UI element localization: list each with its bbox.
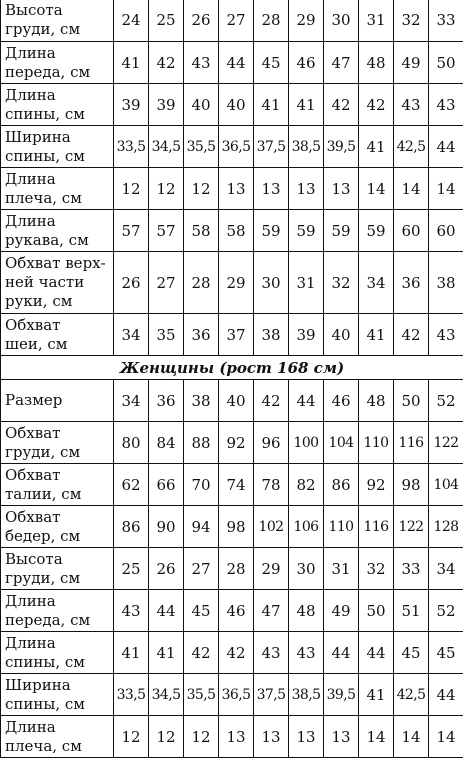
table-cell: 44 — [429, 126, 463, 168]
table-cell: 34 — [114, 380, 149, 422]
table-cell: 92 — [219, 422, 254, 464]
table-cell: 42,5 — [394, 126, 429, 168]
table-cell: 47 — [254, 590, 289, 632]
table-cell: 37,5 — [254, 126, 289, 168]
table-row — [1, 506, 463, 548]
table-cell: 45 — [184, 590, 219, 632]
table-cell: 34,5 — [149, 674, 184, 716]
table-cell: 28 — [254, 0, 289, 42]
table-cell: 40 — [219, 84, 254, 126]
table-cell: 32 — [394, 0, 429, 42]
row-label: Размер — [1, 380, 114, 422]
table-cell: 14 — [394, 716, 429, 758]
table-cell: 30 — [324, 0, 359, 42]
table-cell: 45 — [254, 42, 289, 84]
table-cell: 44 — [359, 632, 394, 674]
table-cell: 31 — [359, 0, 394, 42]
table-cell: 92 — [359, 464, 394, 506]
table-cell: 86 — [114, 506, 149, 548]
table-row — [1, 632, 463, 674]
table-cell: 37 — [219, 314, 254, 356]
table-cell: 38 — [254, 314, 289, 356]
table-cell: 33,5 — [114, 126, 149, 168]
table-cell: 39 — [149, 84, 184, 126]
table-cell: 49 — [394, 42, 429, 84]
table-cell: 38,5 — [289, 674, 324, 716]
table-row — [1, 548, 463, 590]
table-row — [1, 84, 463, 126]
table-cell: 41 — [114, 632, 149, 674]
table-cell: 13 — [324, 168, 359, 210]
table-cell: 34 — [359, 252, 394, 314]
table-row — [1, 590, 463, 632]
table-cell: 41 — [289, 84, 324, 126]
table-cell: 14 — [359, 716, 394, 758]
row-label: Длина плеча, см — [1, 716, 114, 758]
table-cell: 100 — [289, 422, 324, 464]
section-title: Женщины (рост 168 см) — [1, 356, 463, 380]
table-row — [1, 716, 463, 758]
table-cell: 41 — [359, 674, 394, 716]
table-cell: 98 — [219, 506, 254, 548]
table-cell: 41 — [254, 84, 289, 126]
row-label: Обхват бедер, см — [1, 506, 114, 548]
table-cell: 90 — [149, 506, 184, 548]
table-cell: 57 — [149, 210, 184, 252]
table-cell: 12 — [184, 716, 219, 758]
table-cell: 33,5 — [114, 674, 149, 716]
table-row — [1, 422, 463, 464]
table-row — [1, 464, 463, 506]
row-label: Длина спины, см — [1, 632, 114, 674]
table-cell: 116 — [359, 506, 394, 548]
table-cell: 44 — [219, 42, 254, 84]
table-cell: 29 — [219, 252, 254, 314]
table-cell: 13 — [289, 716, 324, 758]
size-table-body — [1, 0, 463, 758]
table-cell: 13 — [254, 168, 289, 210]
table-cell: 30 — [289, 548, 324, 590]
row-label: Высота груди, см — [1, 0, 114, 42]
row-label: Длина рукава, см — [1, 210, 114, 252]
table-cell: 58 — [219, 210, 254, 252]
table-cell: 39,5 — [324, 126, 359, 168]
table-row — [1, 0, 463, 42]
table-cell: 31 — [289, 252, 324, 314]
table-cell: 42 — [394, 314, 429, 356]
table-cell: 26 — [114, 252, 149, 314]
table-row — [1, 168, 463, 210]
table-cell: 60 — [429, 210, 463, 252]
table-cell: 38 — [429, 252, 463, 314]
table-cell: 35,5 — [184, 126, 219, 168]
table-cell: 12 — [114, 716, 149, 758]
table-cell: 34 — [429, 548, 463, 590]
table-cell: 32 — [359, 548, 394, 590]
row-label: Ширина спины, см — [1, 126, 114, 168]
table-cell: 27 — [219, 0, 254, 42]
table-cell: 80 — [114, 422, 149, 464]
table-cell: 44 — [429, 674, 463, 716]
table-cell: 47 — [324, 42, 359, 84]
table-cell: 36 — [184, 314, 219, 356]
table-cell: 57 — [114, 210, 149, 252]
table-cell: 25 — [149, 0, 184, 42]
table-cell: 48 — [359, 380, 394, 422]
table-cell: 78 — [254, 464, 289, 506]
table-cell: 35 — [149, 314, 184, 356]
row-label: Обхват талии, см — [1, 464, 114, 506]
table-cell: 27 — [149, 252, 184, 314]
table-cell: 40 — [219, 380, 254, 422]
table-cell: 48 — [289, 590, 324, 632]
table-cell: 98 — [394, 464, 429, 506]
row-label: Обхват шеи, см — [1, 314, 114, 356]
table-cell: 36 — [394, 252, 429, 314]
table-cell: 42 — [254, 380, 289, 422]
table-cell: 44 — [324, 632, 359, 674]
table-row — [1, 314, 463, 356]
table-cell: 33 — [394, 548, 429, 590]
table-cell: 12 — [149, 716, 184, 758]
table-cell: 88 — [184, 422, 219, 464]
table-cell: 59 — [324, 210, 359, 252]
table-cell: 59 — [289, 210, 324, 252]
table-cell: 29 — [254, 548, 289, 590]
table-row — [1, 210, 463, 252]
table-cell: 52 — [429, 380, 463, 422]
table-cell: 14 — [359, 168, 394, 210]
row-label: Высота груди, см — [1, 548, 114, 590]
table-cell: 82 — [289, 464, 324, 506]
table-cell: 51 — [394, 590, 429, 632]
row-label: Длина спины, см — [1, 84, 114, 126]
table-cell: 50 — [429, 42, 463, 84]
table-cell: 43 — [429, 84, 463, 126]
table-cell: 29 — [289, 0, 324, 42]
table-cell: 30 — [254, 252, 289, 314]
row-label: Обхват верх- ней части руки, см — [1, 252, 114, 314]
table-cell: 43 — [184, 42, 219, 84]
row-label: Длина переда, см — [1, 42, 114, 84]
row-label: Ширина спины, см — [1, 674, 114, 716]
table-cell: 27 — [184, 548, 219, 590]
table-cell: 42 — [359, 84, 394, 126]
row-label: Обхват груди, см — [1, 422, 114, 464]
table-cell: 26 — [184, 0, 219, 42]
table-row — [1, 380, 463, 422]
table-cell: 37,5 — [254, 674, 289, 716]
table-cell: 13 — [219, 716, 254, 758]
table-cell: 104 — [429, 464, 463, 506]
table-cell: 50 — [359, 590, 394, 632]
table-cell: 41 — [359, 126, 394, 168]
table-cell: 43 — [114, 590, 149, 632]
table-cell: 24 — [114, 0, 149, 42]
table-row — [1, 674, 463, 716]
section-header-row — [1, 356, 463, 380]
table-cell: 42,5 — [394, 674, 429, 716]
table-cell: 31 — [324, 548, 359, 590]
row-label: Длина плеча, см — [1, 168, 114, 210]
table-cell: 59 — [254, 210, 289, 252]
table-cell: 60 — [394, 210, 429, 252]
table-row — [1, 126, 463, 168]
table-cell: 42 — [184, 632, 219, 674]
table-cell: 46 — [289, 42, 324, 84]
table-cell: 13 — [219, 168, 254, 210]
table-cell: 48 — [359, 42, 394, 84]
table-cell: 34 — [114, 314, 149, 356]
table-cell: 110 — [324, 506, 359, 548]
table-cell: 96 — [254, 422, 289, 464]
table-cell: 34,5 — [149, 126, 184, 168]
table-cell: 66 — [149, 464, 184, 506]
table-cell: 128 — [429, 506, 463, 548]
table-cell: 38,5 — [289, 126, 324, 168]
table-cell: 122 — [429, 422, 463, 464]
table-cell: 40 — [184, 84, 219, 126]
table-cell: 13 — [324, 716, 359, 758]
table-cell: 122 — [394, 506, 429, 548]
table-cell: 26 — [149, 548, 184, 590]
table-cell: 46 — [219, 590, 254, 632]
table-cell: 104 — [324, 422, 359, 464]
table-cell: 39 — [114, 84, 149, 126]
table-cell: 12 — [149, 168, 184, 210]
table-cell: 40 — [324, 314, 359, 356]
table-cell: 46 — [324, 380, 359, 422]
table-cell: 106 — [289, 506, 324, 548]
table-cell: 33 — [429, 0, 463, 42]
table-cell: 13 — [289, 168, 324, 210]
table-cell: 43 — [289, 632, 324, 674]
table-cell: 28 — [184, 252, 219, 314]
table-cell: 84 — [149, 422, 184, 464]
table-cell: 41 — [114, 42, 149, 84]
table-cell: 39,5 — [324, 674, 359, 716]
table-cell: 41 — [149, 632, 184, 674]
table-cell: 74 — [219, 464, 254, 506]
table-cell: 58 — [184, 210, 219, 252]
table-cell: 62 — [114, 464, 149, 506]
table-cell: 13 — [254, 716, 289, 758]
table-cell: 116 — [394, 422, 429, 464]
table-cell: 12 — [114, 168, 149, 210]
table-cell: 45 — [429, 632, 463, 674]
table-cell: 43 — [429, 314, 463, 356]
table-cell: 52 — [429, 590, 463, 632]
table-cell: 14 — [429, 716, 463, 758]
table-cell: 42 — [149, 42, 184, 84]
table-cell: 12 — [184, 168, 219, 210]
table-cell: 36 — [149, 380, 184, 422]
table-cell: 43 — [254, 632, 289, 674]
table-cell: 36,5 — [219, 674, 254, 716]
table-cell: 44 — [289, 380, 324, 422]
table-cell: 110 — [359, 422, 394, 464]
table-cell: 35,5 — [184, 674, 219, 716]
table-cell: 44 — [149, 590, 184, 632]
table-cell: 86 — [324, 464, 359, 506]
table-cell: 42 — [219, 632, 254, 674]
table-cell: 39 — [289, 314, 324, 356]
table-row — [1, 252, 463, 314]
table-cell: 50 — [394, 380, 429, 422]
table-cell: 14 — [394, 168, 429, 210]
row-label: Длина переда, см — [1, 590, 114, 632]
table-cell: 49 — [324, 590, 359, 632]
table-cell: 102 — [254, 506, 289, 548]
table-cell: 32 — [324, 252, 359, 314]
table-cell: 14 — [429, 168, 463, 210]
table-cell: 25 — [114, 548, 149, 590]
table-cell: 94 — [184, 506, 219, 548]
table-cell: 59 — [359, 210, 394, 252]
table-cell: 42 — [324, 84, 359, 126]
table-cell: 28 — [219, 548, 254, 590]
table-cell: 43 — [394, 84, 429, 126]
table-cell: 36,5 — [219, 126, 254, 168]
table-cell: 70 — [184, 464, 219, 506]
table-cell: 38 — [184, 380, 219, 422]
table-cell: 41 — [359, 314, 394, 356]
table-cell: 45 — [394, 632, 429, 674]
table-row — [1, 42, 463, 84]
